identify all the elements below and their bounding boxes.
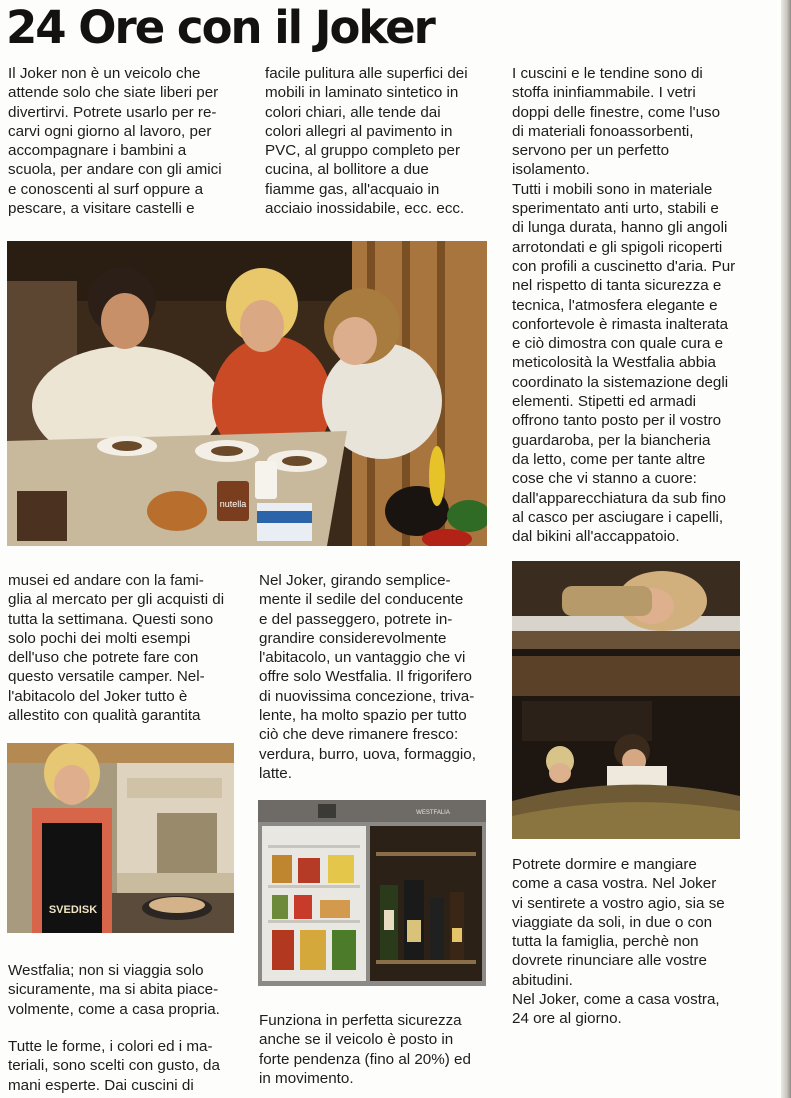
- apron-text: SVEDISK: [48, 904, 98, 916]
- paragraph-col1-bottom-a: Westfalia; non si viaggia solo sicuramente, ma si abita piace- volmente, come a casa propria.: [8, 962, 220, 1018]
- paragraph-col3-bottom: Potrete dormire e mangiare come a casa vostra. Nel Joker vi sentirete a vostro agio, sia se viaggiate da soli, in due o con tutta la famiglia, perchè non dovrete rinunciare alle vostre abitudini. Nel Joker, come a casa vostra, 24 ore al giorno.: [512, 856, 725, 1028]
- paragraph-col2-top: facile pulitura alle superfici dei mobili in laminato sintetico in colori chiari, alle tende dai colori allegri al pavimento in PVC, al gruppo completo per cucina, al bollitore a due fiamme gas, all'acquaio in acciaio inossidabile, ecc. ecc.: [265, 65, 468, 218]
- fridge-brand: WESTFALIA: [416, 810, 450, 816]
- jar-label: nutella: [219, 499, 247, 509]
- paragraph-col1-bottom-b: Tutte le forme, i colori ed i ma- teriali, sono scelti con gusto, da mani esperte. Dai cuscini di: [8, 1038, 220, 1094]
- paragraph-col2-mid: Nel Joker, girando semplice- mente il sedile del conducente e del passeggero, potrete in- grandire considerevolmente l'abitacolo, un vantaggio che vi offre solo Westfalia. Il frigorifero di nuovissima concezione, triva- lente, ha molto spazio per tutto ciò che deve rimanere fresco: verdura, burro, uova, formaggio, latte.: [259, 572, 476, 782]
- paragraph-col1-mid: musei ed andare con la fami- glia al mercato per gli acquisti di tutta la settimana. Questi sono solo pochi dei molti esempi dell'uso che potrete fare con questo versatile camper. Nel- l'abitacolo del Joker tutto è allestito con qualità garantita: [8, 572, 225, 725]
- paragraph-col3-top: I cuscini e le tendine sono di stoffa ininfiammabile. I vetri doppi delle finestre, come l'uso di materiali fonoassorbenti, servono per un perfetto isolamento. Tutti i mobili sono in materiale sperimentato anti urto, stabili e di lunga durata, hanno gli angoli arrotondati e gli spigoli ricoperti con profili a cuscinetto d'aria. Pur nel rispetto di tanta sicurezza e tecnica, l'atmosfera elegante e confortevole è rimasta inalterata e ciò dimostra con quale cura e meticolosità la Westfalia abbia coordinato la sistemazione degli elementi. Stipetti ed armadi offrono tanto posto per il vostro guardaroba, per la biancheria da letto, come per tante altre cose che vi stanno a cuore: dall'apparecchiatura da sub fino al casco per asciugare i capelli, dal bikini all'accappatoio.: [512, 65, 736, 546]
- paragraph-col2-bottom: Funziona in perfetta sicurezza anche se il veicolo è posto in forte pendenza (fino al 20%) ed in movimento.: [259, 1012, 471, 1087]
- photo-bunk-beds: [512, 561, 740, 839]
- page-edge-shadow: [781, 0, 791, 1098]
- photo-fridge: [258, 800, 486, 986]
- photo-family-breakfast: [7, 241, 487, 546]
- paragraph-col1-top: Il Joker non è un veicolo che attende solo che siate liberi per divertirvi. Potrete usarlo per re- carvi ogni giorno al lavoro, per accompagnare i bambini a scuola, per andare con gli amici e conoscenti al surf oppure a pescare, a visitare castelli e: [8, 65, 222, 218]
- photo-kitchen-cooking: [7, 743, 234, 933]
- page-title: 24 Ore con il Joker: [6, 1, 434, 54]
